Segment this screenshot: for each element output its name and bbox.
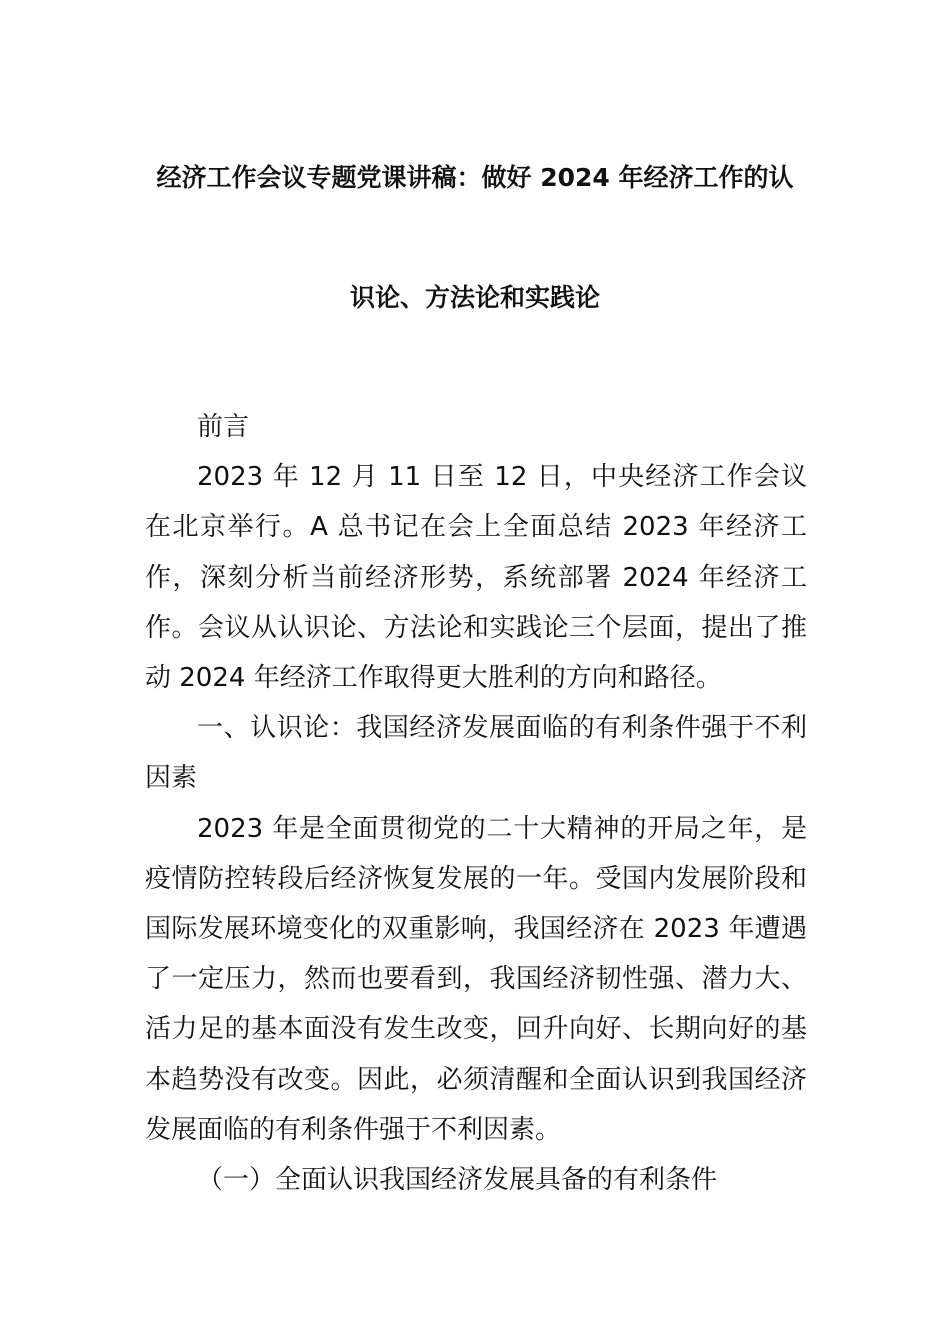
document-title-line-2: 识论、方法论和实践论 [349,283,600,312]
section-heading-1: 一、认识论：我国经济发展面临的有利条件强于不利因素 [145,713,807,794]
paragraph-intro: 2023 年 12 月 11 日至 12 日，中央经济工作会议在北京举行。A 总书记在会上全面总结 2023 年经济工作，深刻分析当前经济形势，系统部署 2024 年经济工作。会议从认识论、方法论和实践论三个层面，提出了推动 2024 年经济工作取得更大胜利的方向和路径。 [145,462,807,694]
document-title-line-1: 经济工作会议专题党课讲稿：做好 2024 年经济工作的认 [156,163,794,192]
paragraph-preface-heading: 前言 [197,412,250,442]
paragraph-section-1: 2023 年是全面贯彻党的二十大精神的开局之年，是疫情防控转段后经济恢复发展的一年。受国内发展阶段和国际发展环境变化的双重影响，我国经济在 2023 年遭遇了一定压力，然而也要看到，我国经济韧性强、潜力大、活力足的基本面没有发生改变，回升向好、长期向好的基本趋势没有改变。因此，必须清醒和全面认识到我国经济发展面临的有利条件强于不利因素。 [145,813,807,1145]
subsection-heading-1: （一）全面认识我国经济发展具备的有利条件 [197,1165,718,1196]
document-body [145,402,807,1205]
